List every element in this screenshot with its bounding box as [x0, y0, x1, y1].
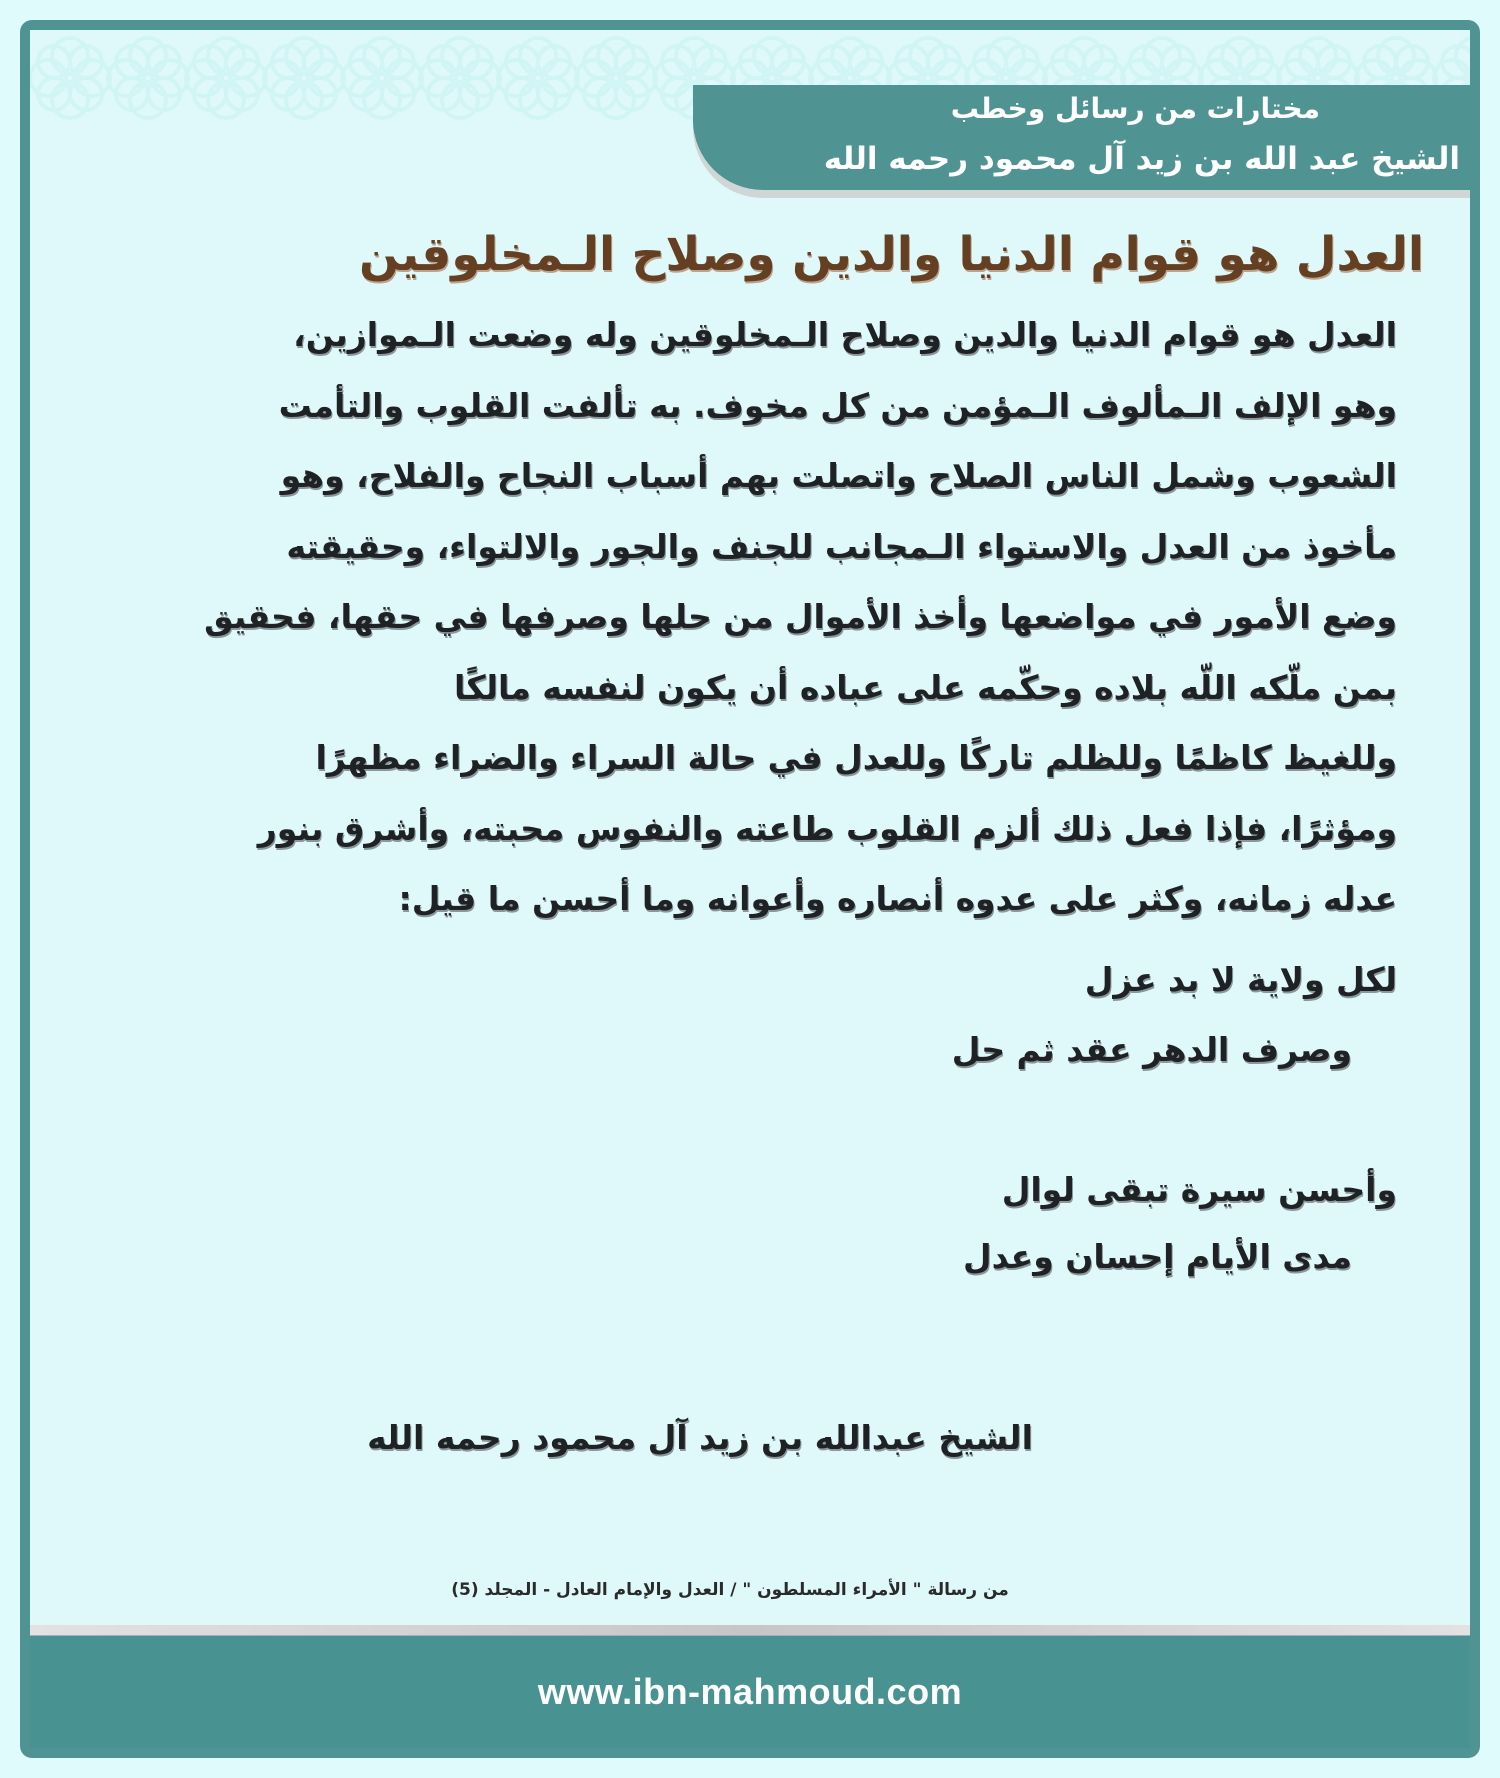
body-line: عدله زمانه، وكثر على عدوه أنصاره وأعوانه وما أحسن ما قيل: [398, 879, 1397, 918]
header-author: الشيخ عبد الله بن زيد آل محمود رحمه الله [823, 141, 1460, 177]
body-line: ومؤثرًا، فإذا فعل ذلك ألزم القلوب طاعته والنفوس محبته، وأشرق بنور [257, 808, 1397, 848]
body-line: العدل هو قوام الدنيا والدين وصلاح الـمخلوقين وله وضعت الـموازين، [293, 315, 1397, 354]
pattern-rosette [576, 38, 656, 118]
pattern-rosette [498, 38, 578, 118]
article-body [97, 300, 1397, 935]
body-line: مأخوذ من العدل والاستواء الـمجانب للجنف والجور والالتواء، وحقيقته [286, 526, 1397, 566]
pattern-rosette [264, 38, 344, 118]
content-panel [30, 30, 1470, 1625]
poem-verse1-line1: لكل ولاية لا بد عزل [1084, 960, 1397, 999]
pattern-rosette [186, 38, 266, 118]
body-line: الشعوب وشمل الناس الصلاح واتصلت بهم أسباب النجاح والفلاح، وهو [280, 456, 1397, 495]
footer-bar [30, 1636, 1470, 1748]
header-banner [693, 85, 1470, 190]
header-series-title: مختارات من رسائل وخطب [950, 92, 1320, 125]
pattern-rosette [30, 38, 110, 118]
poem-verse2-line1: وأحسن سيرة تبقى لوال [1001, 1170, 1397, 1209]
author-signature: الشيخ عبدالله بن زيد آل محمود رحمه الله [367, 1418, 1033, 1457]
body-line: وللغيظ كاظمًا وللظلم تاركًا وللعدل في حالة السراء والضراء مظهرًا [315, 738, 1397, 777]
divider-band [30, 1625, 1470, 1636]
poem-verse2-line2: مدى الأيام إحسان وعدل [962, 1237, 1352, 1276]
pattern-rosette [420, 38, 500, 118]
website-link[interactable]: www.ibn-mahmoud.com [537, 1671, 963, 1712]
body-line: وهو الإلف الـمألوف الـمؤمن من كل مخوف. به تألفت القلوب والتأمت [278, 385, 1397, 425]
pattern-rosette [342, 38, 422, 118]
body-line: بمن ملّكه اللّه بلاده وحكّمه على عباده أن يكون لنفسه مالكًا [453, 667, 1397, 707]
page-frame [20, 20, 1480, 1758]
page-title: العدل هو قوام الدنيا والدين وصلاح الـمخلوقين [358, 227, 1424, 282]
pattern-rosette [108, 38, 188, 118]
body-line: وضع الأمور في مواضعها وأخذ الأموال من حلها وصرفها في حقها، فحقيق [204, 597, 1397, 636]
poem-verse1-line2: وصرف الدهر عقد ثم حل [951, 1030, 1352, 1069]
source-citation: من رسالة " الأمراء المسلطون " / العدل والإمام العادل - المجلد (5) [451, 1580, 1009, 1600]
